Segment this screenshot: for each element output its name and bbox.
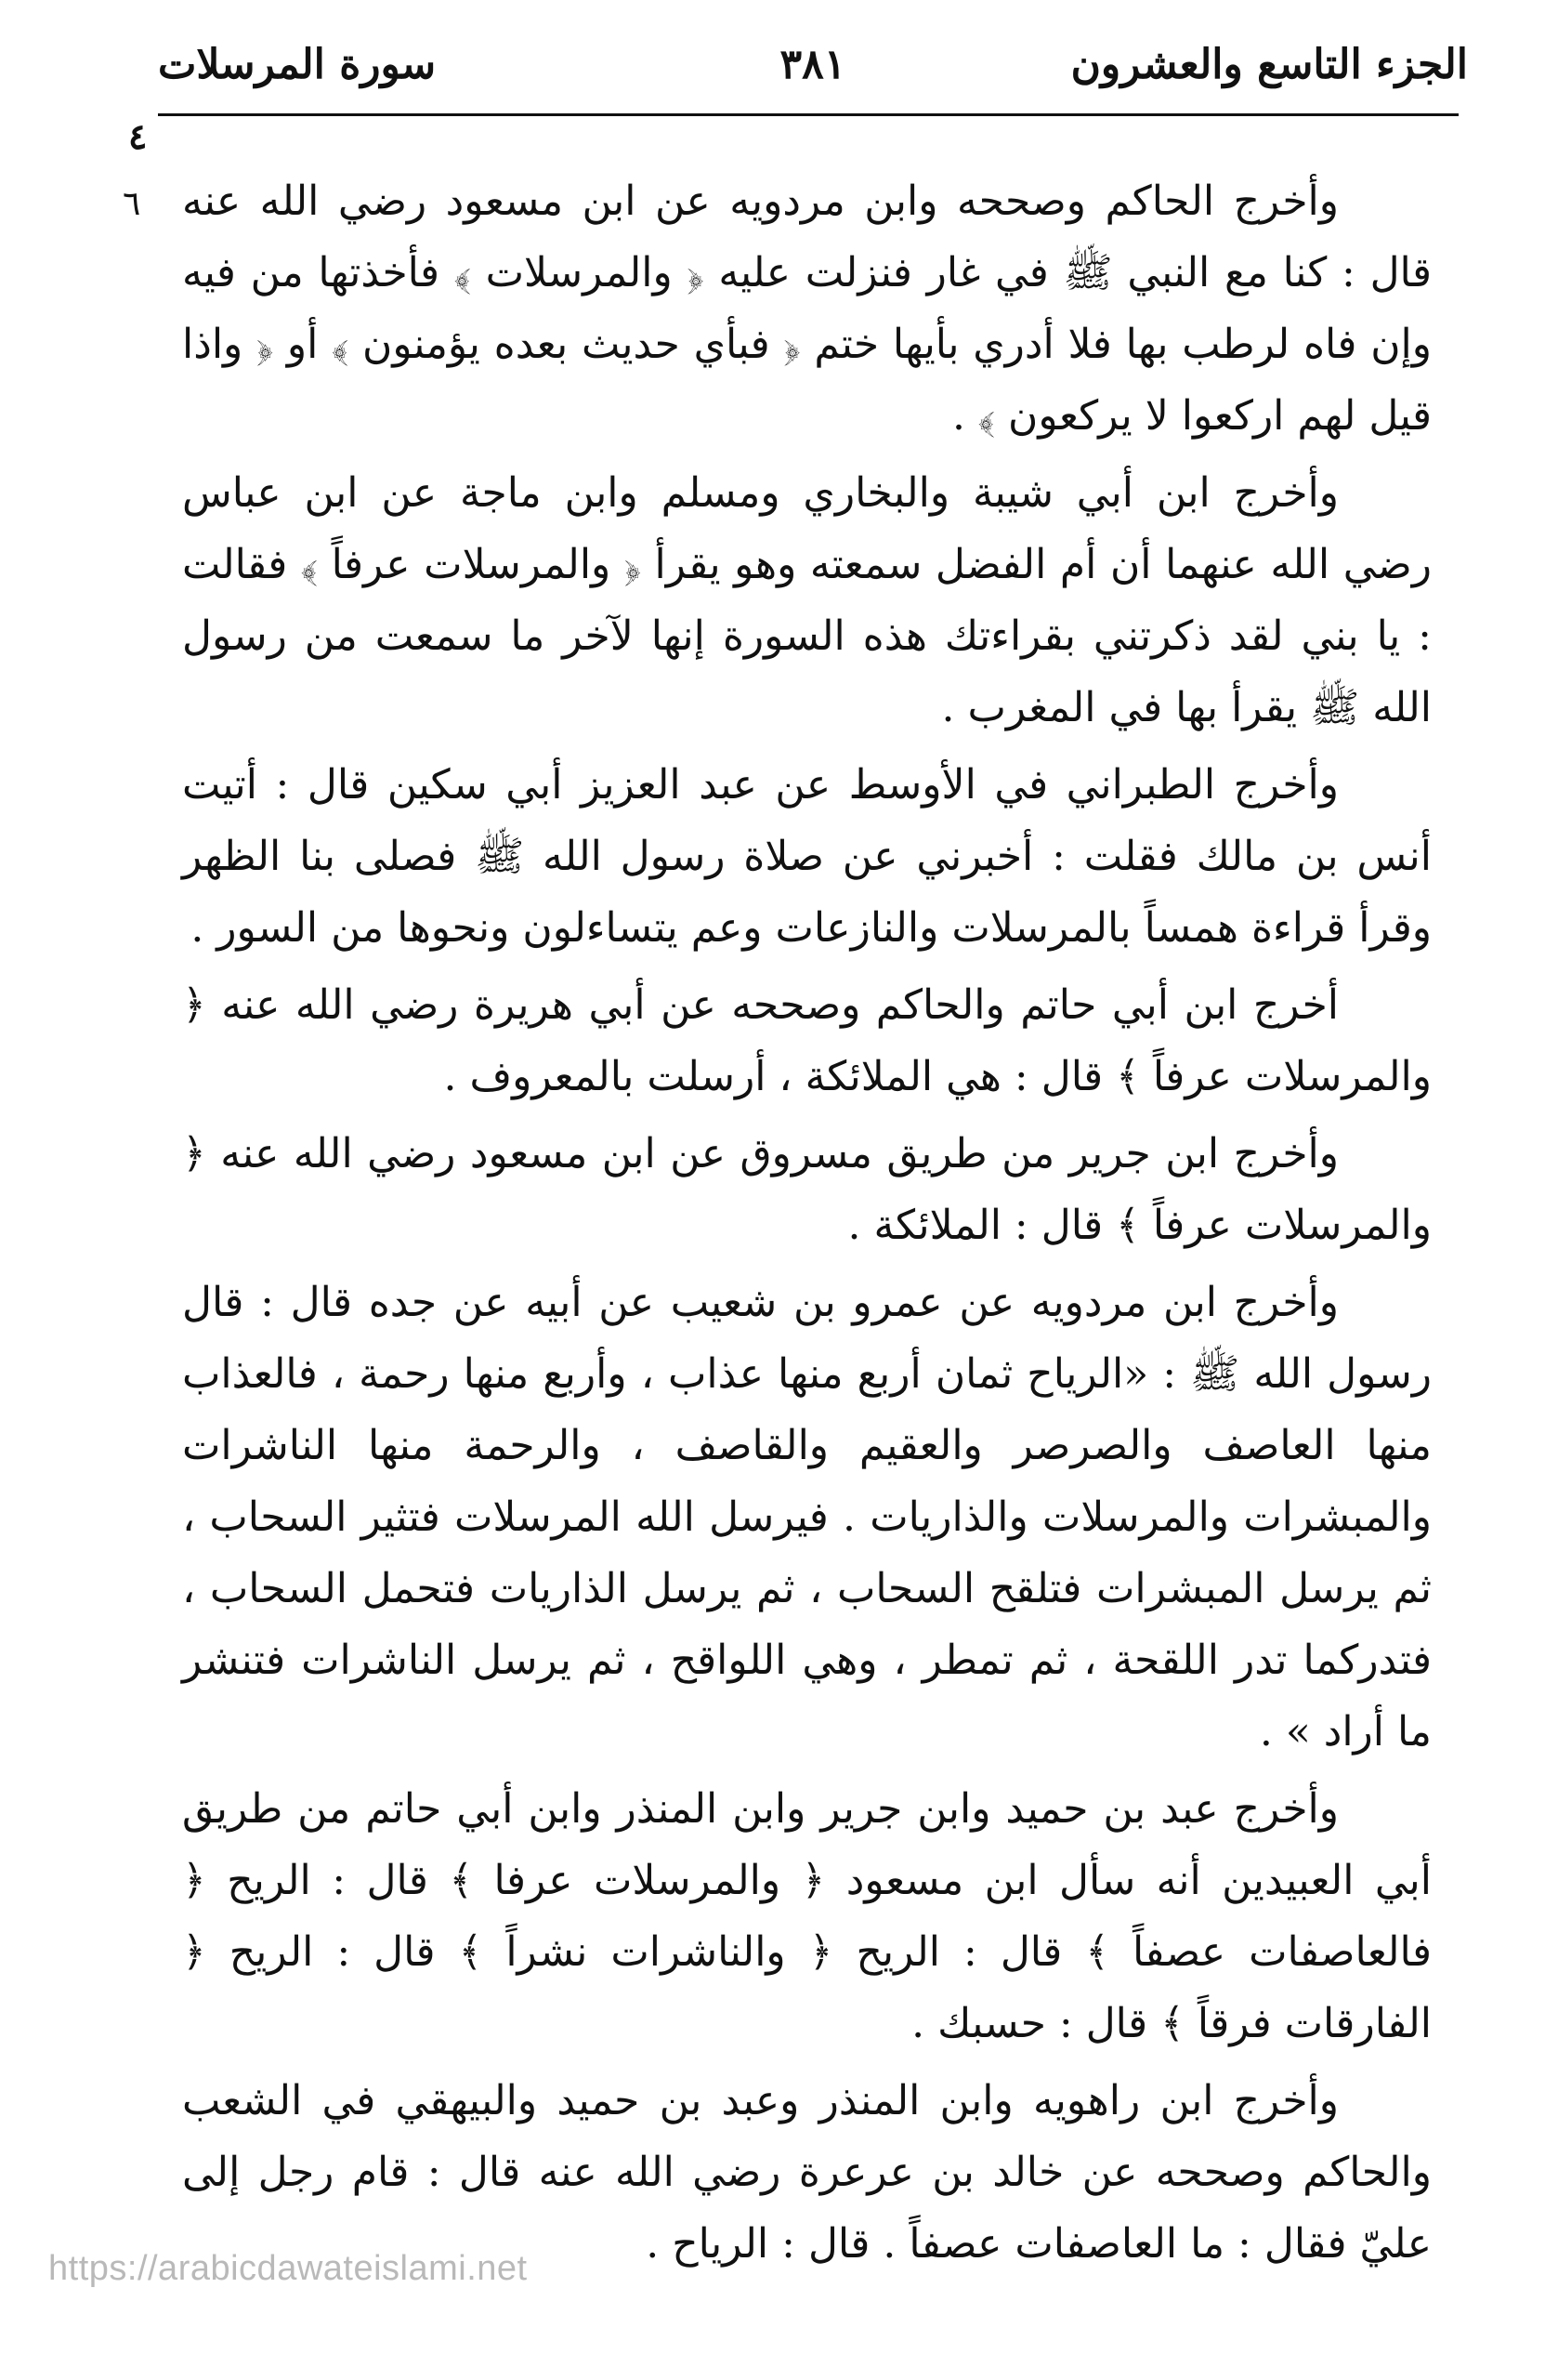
paragraph-4: أخرج ابن أبي حاتم والحاكم وصححه عن أبي هريرة رضي الله عنه ﴿ والمرسلات عرفاً ﴾ قال : هي الملائكة ، أرسلت بالمعروف . — [182, 981, 1432, 1100]
watermark-url: https://arabicdawateislami.net — [48, 2249, 528, 2288]
page-number: ٣٨١ — [779, 41, 846, 88]
paragraph-5: وأخرج ابن جرير من طريق مسروق عن ابن مسعود رضي الله عنه ﴿ والمرسلات عرفاً ﴾ قال : الملائكة . — [182, 1130, 1432, 1249]
paragraph-6: وأخرج ابن مردويه عن عمرو بن شعيب عن أبيه عن جده قال : قال رسول الله ﷺ : «الرياح ثمان أربع منها عذاب ، وأربع منها رحمة ، فالعذاب منها العاصف والصرصر والعقيم والقاصف ، والرحمة منها الناشرات والمبشرات والمرسلات والذاريات . فيرسل الله المرسلات فتثير السحاب ، ثم يرسل المبشرات فتلقح السحاب ، ثم يرسل الذاريات فتحمل السحاب ، فتدركما تدر اللقحة ، ثم تمطر ، وهي اللواقح ، ثم يرسل الناشرات فتنشر ما أراد » . — [182, 1279, 1432, 1755]
paragraph-7: وأخرج عبد بن حميد وابن جرير وابن المنذر وابن أبي حاتم من طريق أبي العبيدين أنه سأل ابن مسعود ﴿ والمرسلات عرفا ﴾ قال : الريح ﴿ فالعاصفات عصفاً ﴾ قال : الريح ﴿ والناشرات نشراً ﴾ قال : الريح ﴿ الفارقات فرقاً ﴾ قال : حسبك . — [182, 1785, 1433, 2047]
page-header — [158, 28, 1468, 102]
surah-title: سورة المرسلات — [158, 41, 437, 88]
paragraph-8: وأخرج ابن راهويه وابن المنذر وعبد بن حميد والبيهقي في الشعب والحاكم وصححه عن خالد بن عرعرة رضي الله عنه قال : قام رجل إلى عليّ فقال : ما العاصفات عصفاً . قال : الرياح . — [182, 2077, 1432, 2268]
margin-mark-side: ٦ — [123, 185, 141, 223]
header-rule — [158, 113, 1459, 116]
paragraph-3: وأخرج الطبراني في الأوسط عن عبد العزيز أبي سكين قال : أتيت أنس بن مالك فقلت : أخبرني عن صلاة رسول الله ﷺ فصلى بنا الظهر وقرأ قراءة همساً بالمرسلات والنازعات وعم يتساءلون ونحوها من السور . — [182, 761, 1432, 952]
paragraph-2: وأخرج ابن أبي شيبة والبخاري ومسلم وابن ماجة عن ابن عباس رضي الله عنهما أن أم الفضل سمعته وهو يقرأ ﴿ والمرسلات عرفاً ﴾ فقالت : يا بني لقد ذكرتني بقراءتك هذه السورة إنها لآخر ما سمعت من رسول الله ﷺ يقرأ بها في المغرب . — [182, 469, 1432, 731]
juz-title: الجزء التاسع والعشرون — [1070, 41, 1468, 88]
margin-mark-top: ٤ — [128, 115, 148, 157]
paragraph-1: وأخرج الحاكم وصححه وابن مردويه عن ابن مسعود رضي الله عنه قال : كنا مع النبي ﷺ في غار فنزلت عليه ﴿ والمرسلات ﴾ فأخذتها من فيه وإن فاه لرطب بها فلا أدري بأيها ختم ﴿ فبأي حديث بعده يؤمنون ﴾ أو ﴿ واذا قيل لهم اركعوا لا يركعون ﴾ . — [182, 178, 1432, 440]
page-body — [182, 165, 1432, 2285]
